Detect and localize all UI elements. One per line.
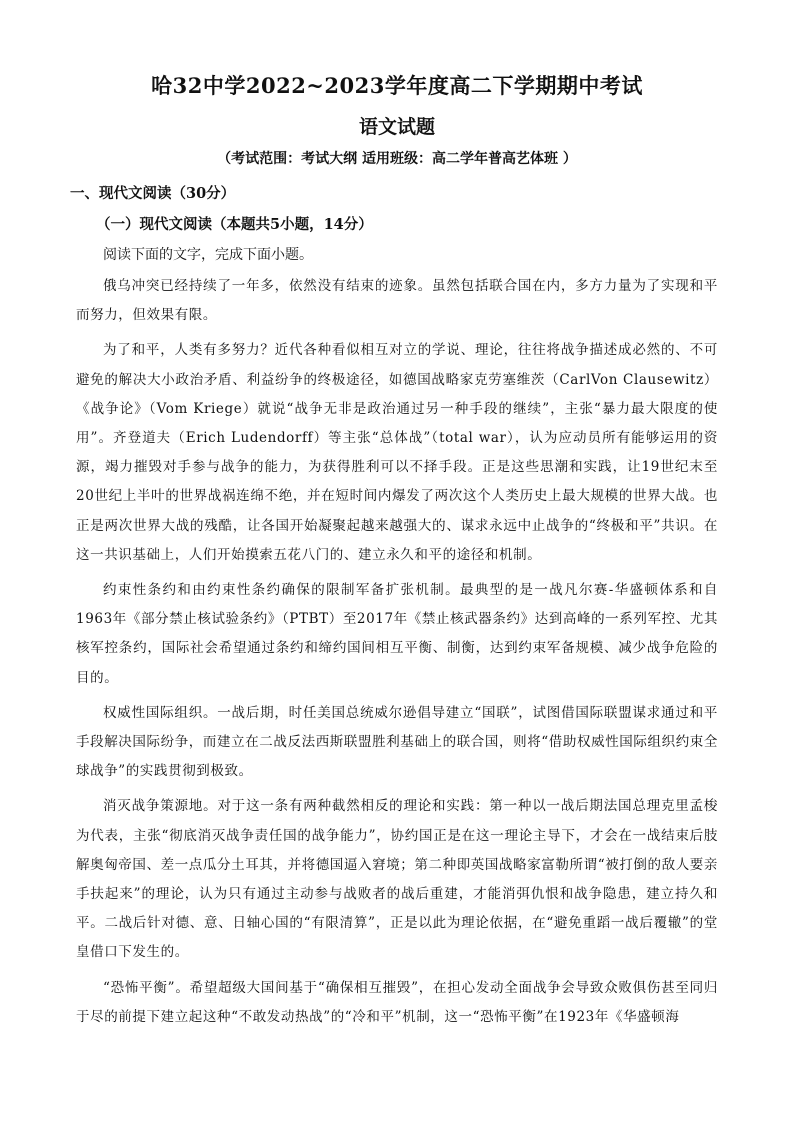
passage-paragraph: “恐怖平衡”。希望超级大国间基于“确保相互摧毁”，在担心发动全面战争会导致众败俱伤甚至同归于尽的前提下建立起这种“不敢发动热战”的“冷和平”机制，这一“恐怖平衡”在1923年《华盛顿海 <box>76 979 718 1025</box>
exam-title: 哈32中学2022~2023学年度高二下学期期中考试 <box>151 73 643 98</box>
reading-passage <box>76 272 718 1038</box>
reading-instruction: 阅读下面的文字，完成下面小题。 <box>103 247 313 263</box>
exam-scope: （考试范围：考试大纲 适用班级：高二学年普高艺体班 ） <box>217 151 577 167</box>
passage-paragraph: 消灭战争策源地。对于这一条有两种截然相反的理论和实践：第一种以一战后期法国总理克里孟梭为代表，主张“彻底消灭战争责任国的战争能力”，协约国正是在这一理论主导下，才会在一战结束后肢解奥匈帝国、差一点瓜分土耳其，并将德国逼入窘境；第二种即英国战略家富勒所谓“被打倒的敌人要亲手扶起来”的理论，认为只有通过主动参与战败者的战后重建，才能消弭仇恨和战争隐患，建立持久和平。二战后针对德、意、日轴心国的“有限清算”，正是以此为理论依据，在“避免重蹈一战后覆辙”的堂皇借口下发生的。 <box>76 798 718 961</box>
passage-paragraph: 约束性条约和由约束性条约确保的限制军备扩张机制。最典型的是一战凡尔赛-华盛顿体系和自1963年《部分禁止核试验条约》（PTBT）至2017年《禁止核武器条约》达到高峰的一系列军控、尤其核军控条约，国际社会希望通过条约和缔约国间相互平衡、制衡，达到约束军备规模、减少战争危险的目的。 <box>76 582 718 686</box>
exam-subtitle: 语文试题 <box>358 116 435 138</box>
section-heading: 一、现代文阅读（30分） <box>70 185 236 202</box>
subsection-heading: （一）现代文阅读（本题共5小题，14分） <box>96 216 373 233</box>
passage-paragraph: 权威性国际组织。一战后期，时任美国总统威尔逊倡导建立“国联”，试图借国际联盟谋求通过和平手段解决国际纷争，而建立在二战反法西斯联盟胜利基础上的联合国，则将“借助权威性国际组织约束全球战争”的实践贯彻到极致。 <box>76 704 718 780</box>
passage-paragraph: 为了和平，人类有多努力？近代各种看似相互对立的学说、理论，往往将战争描述成必然的、不可避免的解决大小政治矛盾、利益纷争的终极途径，如德国战略家克劳塞维茨（CarlVon Clausewitz）《战争论》（Vom Kriege）就说“战争无非是政治通过另一种手段的继续”，主张“暴力最大限度的使用”。齐登道夫（Erich Ludendorff）等主张“总体战”（total war），认为应动员所有能够运用的资源，竭力摧毁对手参与战争的能力，为获得胜利可以不择手段。正是这些思潮和实践，让19世纪末至20世纪上半叶的世界战祸连绵不绝，并在短时间内爆发了两次这个人类历史上最大规模的世界大战。也正是两次世界大战的残酷，让各国开始凝聚起越来越强大的、谋求永远中止战争的“终极和平”共识。在这一共识基础上，人们开始摸索五花八门的、建立永久和平的途径和机制。 <box>76 342 718 563</box>
passage-paragraph: 俄乌冲突已经持续了一年多，依然没有结束的迹象。虽然包括联合国在内，多方力量为了实现和平而努力，但效果有限。 <box>76 278 718 324</box>
